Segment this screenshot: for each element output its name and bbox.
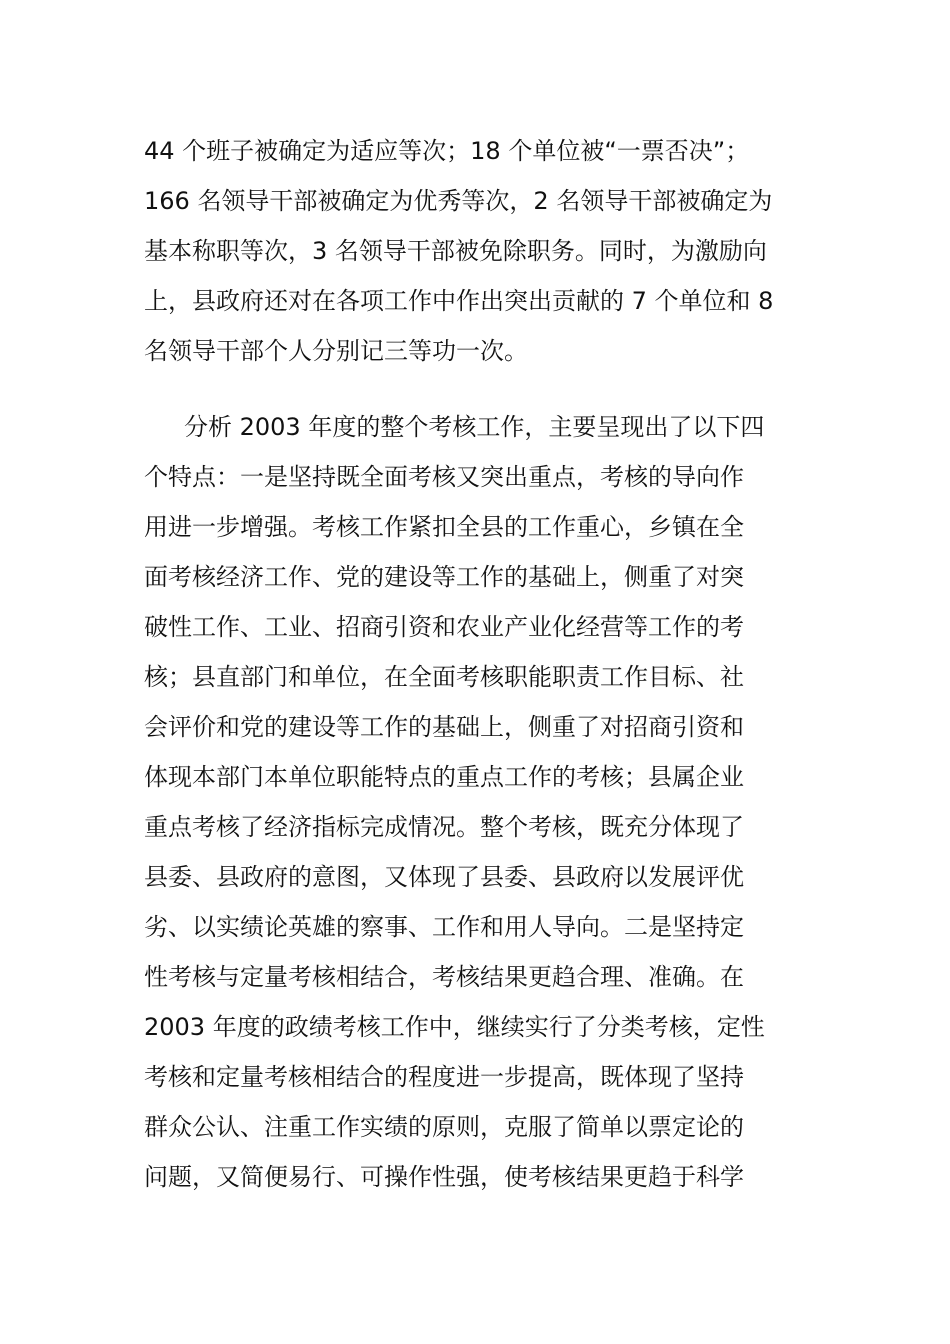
text-line: 44 个班子被确定为适应等次；18 个单位被“一票否决”； (144, 137, 750, 165)
text-line: 问题，又简便易行、可操作性强，使考核结果更趋于科学 (144, 1163, 744, 1191)
text-line: 上，县政府还对在各项工作中作出突出贡献的 7 个单位和 8 (144, 287, 774, 315)
text-line: 重点考核了经济指标完成情况。整个考核，既充分体现了 (144, 813, 744, 841)
text-line: 基本称职等次，3 名领导干部被免除职务。同时，为激励向 (144, 237, 767, 265)
text-line: 破性工作、工业、招商引资和农业产业化经营等工作的考 (144, 613, 744, 641)
text-line: 分析 2003 年度的整个考核工作，主要呈现出了以下四 (184, 413, 765, 441)
paragraph-1 (144, 126, 808, 376)
text-line: 县委、县政府的意图，又体现了县委、县政府以发展评优 (144, 863, 744, 891)
text-line: 体现本部门本单位职能特点的重点工作的考核；县属企业 (144, 763, 744, 791)
paragraph-spacer (144, 376, 808, 402)
text-line: 考核和定量考核相结合的程度进一步提高，既体现了坚持 (144, 1063, 744, 1091)
text-line: 用进一步增强。考核工作紧扣全县的工作重心，乡镇在全 (144, 513, 744, 541)
text-line: 个特点：一是坚持既全面考核又突出重点，考核的导向作 (144, 463, 744, 491)
text-line: 群众公认、注重工作实绩的原则，克服了简单以票定论的 (144, 1113, 744, 1141)
paragraph-2 (144, 402, 808, 1202)
text-line: 名领导干部个人分别记三等功一次。 (144, 337, 528, 365)
text-line: 性考核与定量考核相结合，考核结果更趋合理、准确。在 (144, 963, 744, 991)
text-line: 核；县直部门和单位，在全面考核职能职责工作目标、社 (144, 663, 744, 691)
text-line: 会评价和党的建设等工作的基础上，侧重了对招商引资和 (144, 713, 744, 741)
document-page (144, 126, 808, 1202)
text-line: 劣、以实绩论英雄的察事、工作和用人导向。二是坚持定 (144, 913, 744, 941)
text-line: 面考核经济工作、党的建设等工作的基础上，侧重了对突 (144, 563, 744, 591)
text-line: 2003 年度的政绩考核工作中，继续实行了分类考核，定性 (144, 1013, 765, 1041)
text-line: 166 名领导干部被确定为优秀等次，2 名领导干部被确定为 (144, 187, 773, 215)
